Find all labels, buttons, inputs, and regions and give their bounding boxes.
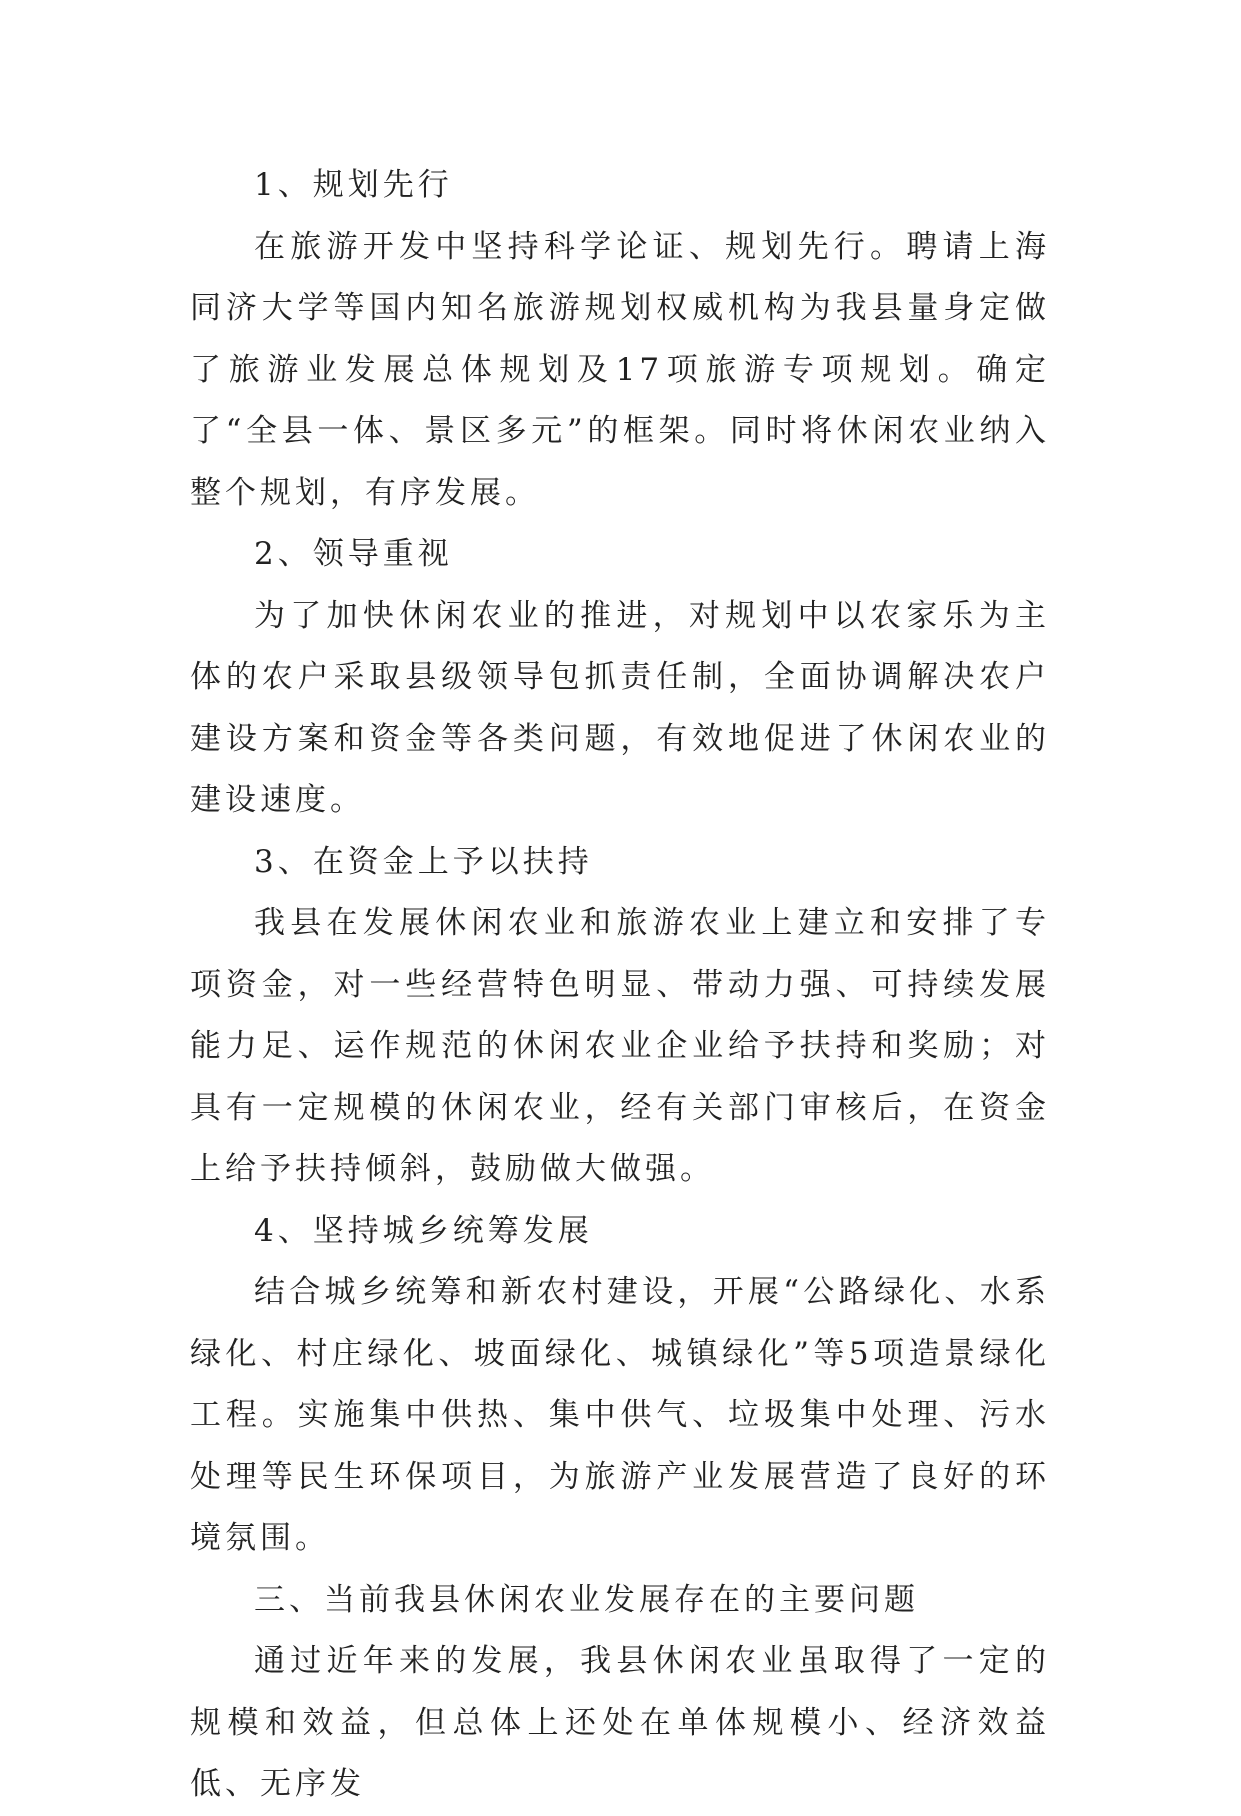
section-heading-4: 4、坚持城乡统筹发展 [254,1212,593,1249]
chapter-paragraph-3: 通过近年来的发展，我县休闲农业虽取得了一定的规模和效益，但总体上还处在单体规模小、经济效益低、无序发 [190,1643,1050,1802]
section-heading-2: 2、领导重视 [254,536,453,572]
section-heading-1: 1、规划先行 [254,167,453,203]
document-body [190,155,1050,1816]
section-paragraph-4: 结合城乡统筹和新农村建设，开展“公路绿化、水系绿化、村庄绿化、坡面绿化、城镇绿化”等5项造景绿化工程。实施集中供热、集中供气、垃圾集中处理、污水处理等民生环保项目，为旅游产业发展营造了良好的环境氛围。 [190,1274,1050,1556]
section-paragraph-3: 我县在发展休闲农业和旅游农业上建立和安排了专项资金，对一些经营特色明显、带动力强、可持续发展能力足、运作规范的休闲农业企业给予扶持和奖励；对具有一定规模的休闲农业，经有关部门审核后，在资金上给予扶持倾斜，鼓励做大做强。 [190,905,1050,1187]
chapter-heading-3: 三、当前我县休闲农业发展存在的主要问题 [254,1581,919,1618]
section-paragraph-1: 在旅游开发中坚持科学论证、规划先行。聘请上海同济大学等国内知名旅游规划权威机构为我县量身定做了旅游业发展总体规划及17项旅游专项规划。确定了“全县一体、景区多元”的框架。同时将休闲农业纳入整个规划，有序发展。 [190,228,1050,511]
section-heading-3: 3、在资金上予以扶持 [254,843,593,880]
section-paragraph-2: 为了加快休闲农业的推进，对规划中以农家乐为主体的农户采取县级领导包抓责任制，全面协调解决农户建设方案和资金等各类问题，有效地促进了休闲农业的建设速度。 [190,597,1050,818]
